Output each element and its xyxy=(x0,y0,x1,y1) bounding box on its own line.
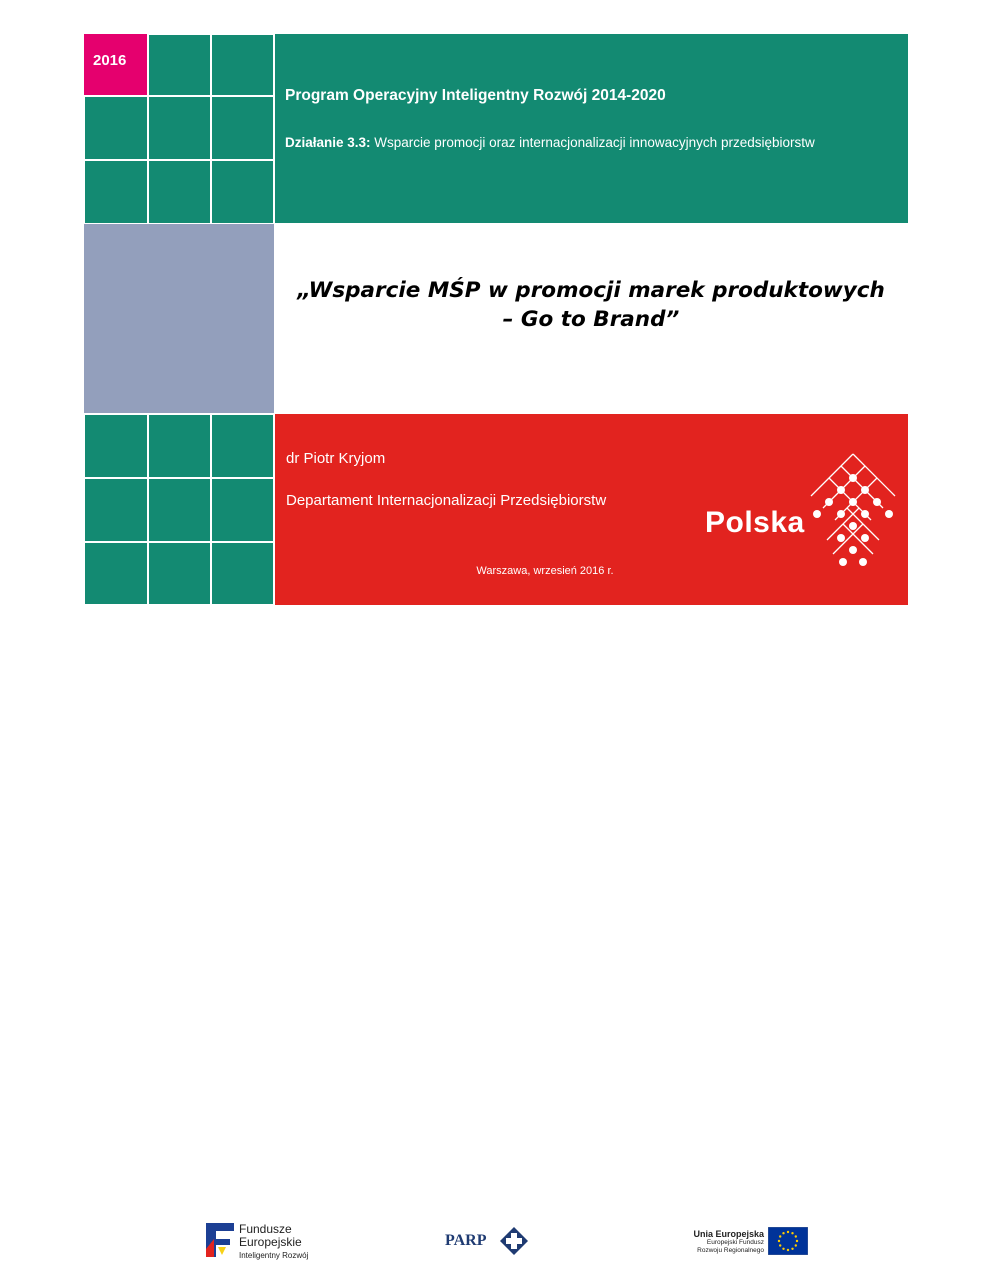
grid-cell xyxy=(84,160,148,224)
parp-logo-text: PARP xyxy=(445,1232,487,1249)
action-description xyxy=(285,127,845,159)
footer-logos xyxy=(0,605,992,1260)
presenter-panel xyxy=(274,414,908,605)
parp-logo-icon xyxy=(500,1227,528,1255)
presenter-department: Departament Internacjonalizacji Przedsiębiorstw xyxy=(286,492,607,509)
fe-line1: Fundusze xyxy=(239,1222,292,1236)
grid-cell xyxy=(211,96,274,160)
grid-cell xyxy=(211,414,274,478)
grid-cell xyxy=(148,34,211,96)
grid-cell xyxy=(211,34,274,96)
fe-line3: Inteligentny Rozwój xyxy=(239,1251,309,1260)
year-badge: 2016 xyxy=(84,34,148,96)
grid-cell xyxy=(148,96,211,160)
main-title xyxy=(274,276,908,334)
grid-cell xyxy=(84,542,148,605)
ue-line1: Europejski Fundusz xyxy=(706,1239,764,1246)
grid-cell xyxy=(211,478,274,542)
grid-cell xyxy=(148,478,211,542)
grid-cell xyxy=(148,542,211,605)
presenter-name: dr Piotr Kryjom xyxy=(286,450,386,467)
main-title-line2: – Go to Brand” xyxy=(502,307,680,332)
polska-pattern-icon xyxy=(803,452,903,572)
fe-line2: Europejskie xyxy=(239,1235,302,1249)
grid-cell xyxy=(211,542,274,605)
ue-title: Unia Europejska xyxy=(693,1229,764,1239)
program-panel xyxy=(274,34,908,223)
action-text: Wsparcie promocji oraz internacjonalizacji innowacyjnych przedsiębiorstw xyxy=(370,135,815,150)
ue-line2: Rozwoju Regionalnego xyxy=(697,1247,764,1254)
polska-logo-text: Polska xyxy=(705,506,805,539)
program-title: Program Operacyjny Inteligentny Rozwój 2014-2020 xyxy=(285,87,666,104)
grid-cell xyxy=(148,160,211,224)
main-title-line1: „Wsparcie MŚP w promocji marek produktowych xyxy=(297,278,885,303)
eu-flag-icon xyxy=(768,1227,808,1255)
fundusze-europejskie-logo-icon xyxy=(204,1219,236,1259)
grid-cell xyxy=(84,414,148,478)
place-date: Warszawa, wrzesień 2016 r. xyxy=(476,565,614,577)
blue-grey-block xyxy=(84,224,274,413)
action-label: Działanie 3.3: xyxy=(285,135,371,150)
grid-cell xyxy=(148,414,211,478)
grid-cell xyxy=(211,160,274,224)
unia-europejska-text xyxy=(650,1229,764,1255)
grid-cell xyxy=(84,96,148,160)
title-slide xyxy=(84,34,908,605)
grid-cell xyxy=(84,478,148,542)
fundusze-europejskie-text xyxy=(239,1223,308,1262)
title-panel xyxy=(274,224,908,413)
